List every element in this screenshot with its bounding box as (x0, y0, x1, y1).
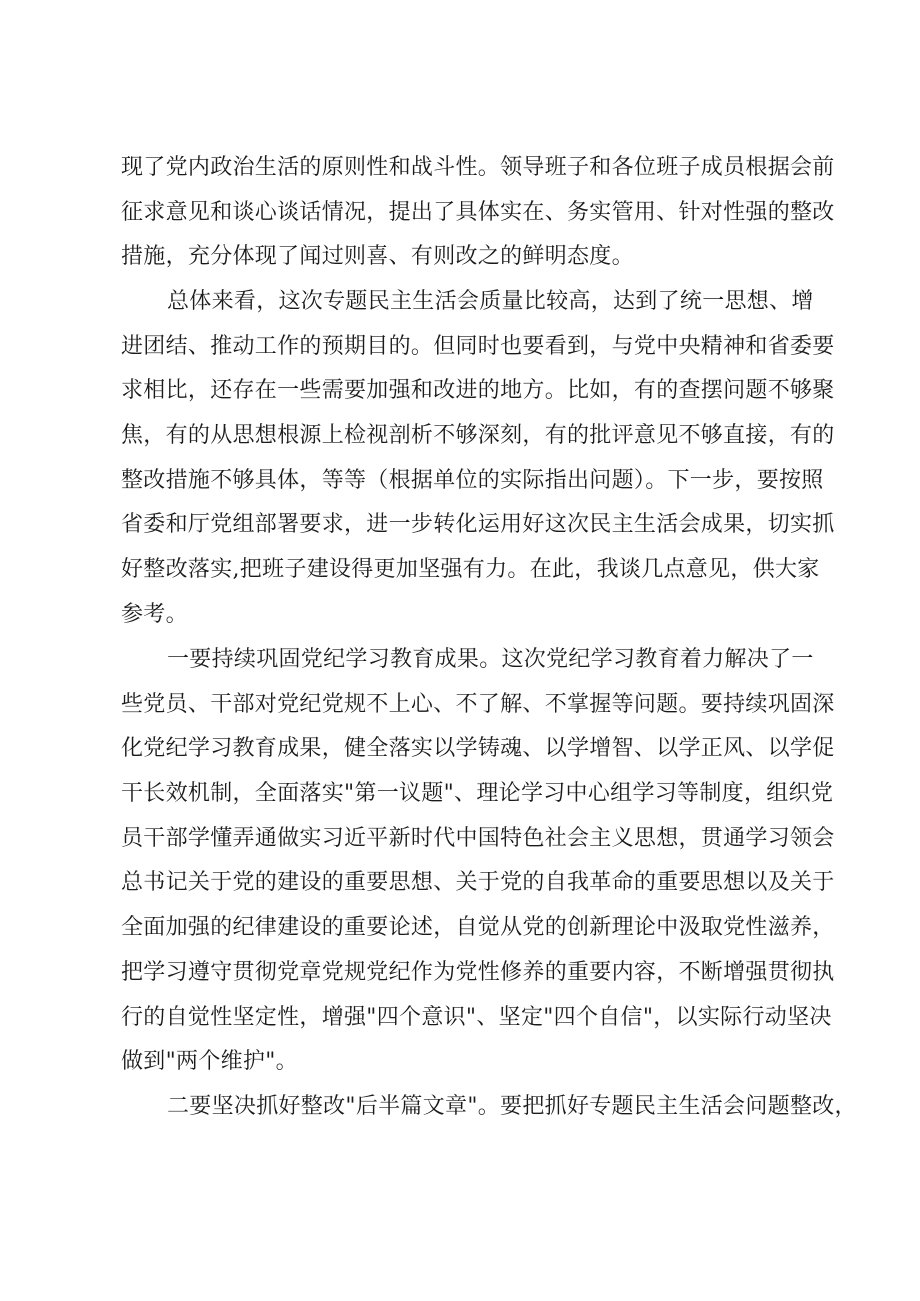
paragraph-3 (121, 638, 835, 1085)
text-line: 省委和厅党组部署要求，进一步转化运用好这次民主生活会成果，切实抓 (121, 512, 835, 538)
text-line: 整改措施不够具体，等等（根据单位的实际指出问题）。下一步，要按照 (121, 467, 824, 493)
text-line: 进团结、推动工作的预期目的。但同时也要看到，与党中央精神和省委要 (121, 333, 835, 359)
text-line: 征求意见和谈心谈话情况，提出了具体实在、务实管用、针对性强的整改 (121, 199, 835, 225)
text-line: 总体来看，这次专题民主生活会质量比较高，达到了统一思想、增 (167, 289, 814, 314)
text-line: 员干部学懂弄通做实习近平新时代中国特色社会主义思想，贯通学习领会 (121, 825, 835, 851)
text-line: 些党员、干部对党纪党规不上心、不了解、不掌握等问题。要持续巩固深 (121, 691, 835, 717)
text-line: 现了党内政治生活的原则性和战斗性。领导班子和各位班子成员根据会前 (121, 155, 835, 180)
text-line: 求相比，还存在一些需要加强和改进的地方。比如，有的查摆问题不够聚 (121, 378, 835, 404)
text-line: 参考。 (121, 601, 188, 627)
text-line: 行的自觉性坚定性，增强"四个意识"、坚定"四个自信"，以实际行动坚决 (121, 1004, 832, 1030)
text-line: 总书记关于党的建设的重要思想、关于党的自我革命的重要思想以及关于 (121, 870, 835, 896)
text-line: 措施，充分体现了闻过则喜、有则改之的鲜明态度。 (121, 244, 634, 270)
text-line: 做到"两个维护"。 (121, 1049, 298, 1075)
paragraph-1 (121, 146, 835, 280)
text-line: 好整改落实,把班子建设得更加坚强有力。在此，我谈几点意见，供大家 (121, 557, 820, 583)
text-line: 干长效机制，全面落实"第一议题"、理论学习中心组学习等制度，组织党 (121, 781, 834, 807)
text-line: 全面加强的纪律建设的重要论述，自觉从党的创新理论中汲取党性滋养， (121, 915, 835, 941)
text-line: 把学习遵守贯彻党章党规党纪作为党性修养的重要内容，不断增强贯彻执 (121, 959, 835, 985)
paragraph-4 (121, 1085, 857, 1130)
paragraph-2 (121, 280, 835, 638)
text-line: 二要坚决抓好整改"后半篇文章"。要把抓好专题民主生活会问题整改， (167, 1094, 857, 1119)
text-line: 化党纪学习教育成果，健全落实以学铸魂、以学增智、以学正风、以学促 (121, 736, 835, 762)
text-line: 一要持续巩固党纪学习教育成果。这次党纪学习教育着力解决了一 (167, 647, 814, 672)
text-line: 焦，有的从思想根源上检视剖析不够深刻，有的批评意见不够直接，有的 (121, 423, 835, 449)
